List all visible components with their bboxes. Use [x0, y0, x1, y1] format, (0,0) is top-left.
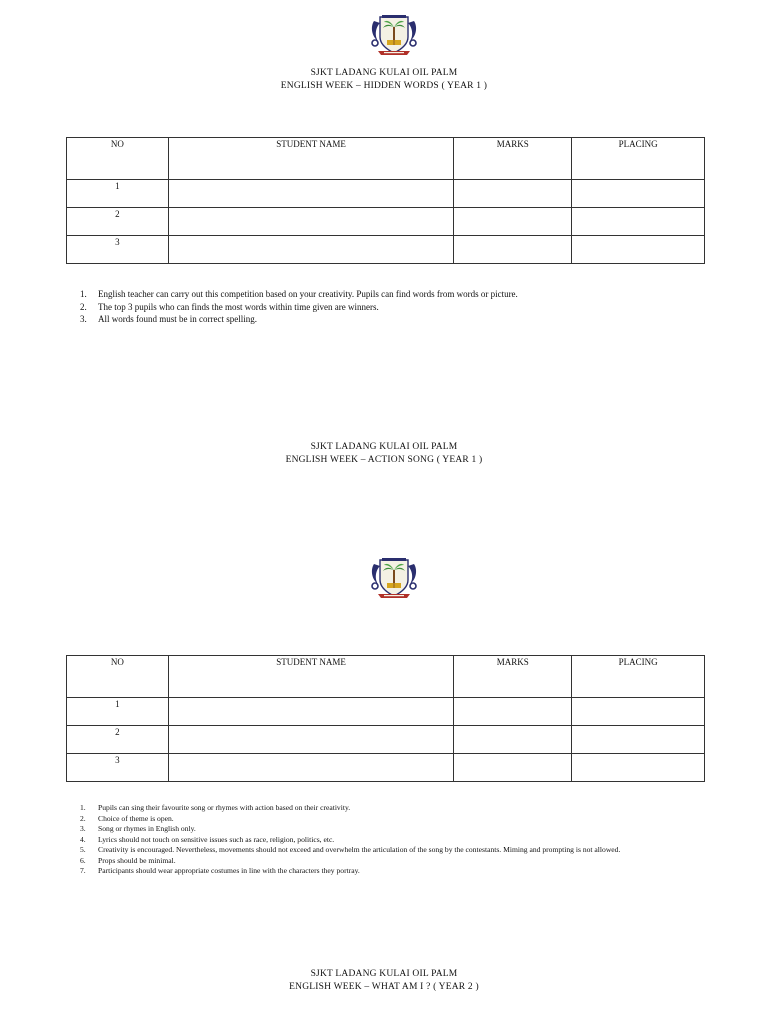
col-header-student-name: STUDENT NAME: [168, 656, 454, 698]
list-number: 7.: [80, 866, 86, 875]
list-item: [80, 313, 700, 326]
col-header-student-name: STUDENT NAME: [168, 138, 454, 180]
table-row: [67, 236, 705, 264]
list-number: 3.: [80, 824, 86, 833]
section-2-heading: [0, 441, 768, 466]
rule-text: Pupils can sing their favourite song or rhymes with action based on their creativity.: [98, 803, 351, 812]
list-item: [80, 824, 700, 835]
row-number: 3: [67, 236, 169, 264]
rules-list-hidden-words: [80, 288, 700, 326]
col-header-no: NO: [67, 138, 169, 180]
school-crest-icon: [370, 13, 418, 57]
student-name-cell: [168, 236, 454, 264]
list-number: 1.: [80, 803, 86, 812]
rule-text: Creativity is encouraged. Nevertheless, movements should not exceed and overwhelm the articulation of the song by the contestants. Miming and prompting is not allowed.: [98, 845, 621, 854]
row-number: 2: [67, 208, 169, 236]
student-name-cell: [168, 726, 454, 754]
table-row: [67, 180, 705, 208]
rule-text: English teacher can carry out this competition based on your creativity. Pupils can find words from words or picture.: [98, 289, 518, 299]
rule-text: Choice of theme is open.: [98, 813, 174, 823]
table-row: [67, 754, 705, 782]
list-item: [80, 301, 700, 314]
event-title: ENGLISH WEEK – WHAT AM I ? ( YEAR 2 ): [289, 981, 479, 992]
school-name: SJKT LADANG KULAI OIL PALM: [310, 442, 458, 452]
placing-cell: [572, 180, 705, 208]
col-header-marks: MARKS: [454, 656, 572, 698]
row-number: 3: [67, 754, 169, 782]
event-title: ENGLISH WEEK – ACTION SONG ( YEAR 1 ): [285, 454, 483, 465]
placing-cell: [572, 236, 705, 264]
col-header-marks: MARKS: [454, 138, 572, 180]
marks-cell: [454, 208, 572, 236]
school-name: SJKT LADANG KULAI OIL PALM: [310, 969, 458, 979]
marks-cell: [454, 726, 572, 754]
col-header-no: NO: [67, 656, 169, 698]
list-number: 4.: [80, 834, 86, 844]
score-table-hidden-words: [66, 137, 705, 264]
student-name-cell: [168, 754, 454, 782]
marks-cell: [454, 754, 572, 782]
school-crest-icon: [370, 556, 418, 600]
school-name: SJKT LADANG KULAI OIL PALM: [310, 68, 458, 78]
col-header-placing: PLACING: [572, 138, 705, 180]
placing-cell: [572, 726, 705, 754]
student-name-cell: [168, 208, 454, 236]
rules-list-action-song: [80, 803, 700, 877]
list-number: 6.: [80, 855, 86, 865]
marks-cell: [454, 236, 572, 264]
list-item: [80, 288, 700, 301]
rule-text: All words found must be in correct spelling.: [98, 314, 257, 324]
list-number: 3.: [80, 314, 87, 324]
score-table-action-song: [66, 655, 705, 782]
list-item: [80, 835, 700, 846]
list-number: 5.: [80, 845, 86, 854]
student-name-cell: [168, 698, 454, 726]
table-row: [67, 698, 705, 726]
event-title: ENGLISH WEEK – HIDDEN WORDS ( YEAR 1 ): [280, 80, 488, 91]
list-item: [80, 803, 700, 814]
row-number: 1: [67, 698, 169, 726]
rule-text: Participants should wear appropriate costumes in line with the characters they portray.: [98, 866, 360, 875]
placing-cell: [572, 754, 705, 782]
list-number: 2.: [80, 813, 86, 823]
table-row: [67, 208, 705, 236]
col-header-placing: PLACING: [572, 656, 705, 698]
rule-text: The top 3 pupils who can finds the most words within time given are winners.: [98, 301, 379, 312]
marks-cell: [454, 180, 572, 208]
list-number: 1.: [80, 289, 87, 299]
table-header-row: [67, 138, 705, 180]
table-header-row: [67, 656, 705, 698]
list-item: [80, 845, 700, 856]
list-item: [80, 866, 700, 877]
rule-text: Song or rhymes in English only.: [98, 824, 196, 833]
marks-cell: [454, 698, 572, 726]
section-3-heading: [0, 968, 768, 993]
table-row: [67, 726, 705, 754]
rule-text: Lyrics should not touch on sensitive issues such as race, religion, politics, etc.: [98, 834, 335, 844]
student-name-cell: [168, 180, 454, 208]
section-1-heading: [0, 67, 768, 92]
row-number: 1: [67, 180, 169, 208]
rule-text: Props should be minimal.: [98, 855, 176, 865]
placing-cell: [572, 208, 705, 236]
list-item: [80, 856, 700, 867]
row-number: 2: [67, 726, 169, 754]
list-item: [80, 814, 700, 825]
list-number: 2.: [80, 301, 87, 312]
placing-cell: [572, 698, 705, 726]
